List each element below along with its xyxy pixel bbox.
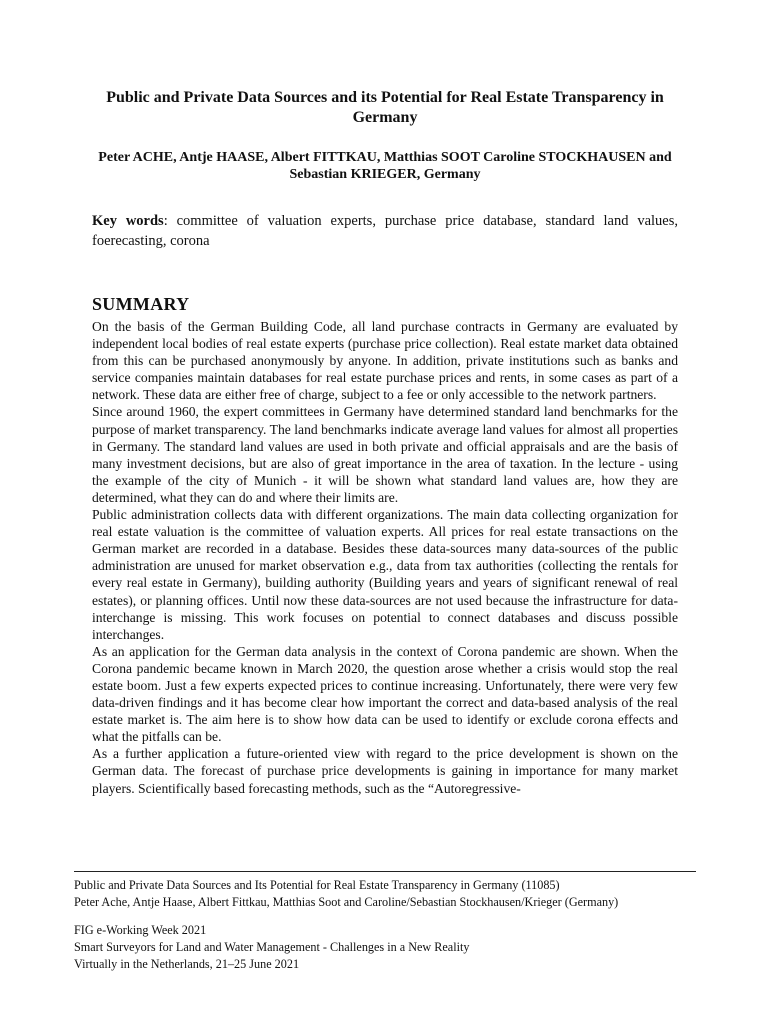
summary-paragraph: Since around 1960, the expert committees in Germany have determined standard land benchmarks for the purpose of market transparency. The land benchmarks indicate average land values for almost all properties in Germany. The standard land values are used in both private and official appraisals and are the basis of many investment decisions, but are also of great importance in the area of taxation. In the lecture - using the example of the city of Munich - it will be shown what standard land values are, how they are determined, what they can do and where their limits are.	[92, 404, 678, 505]
footer-event-location: Virtually in the Netherlands, 21–25 June 2021	[74, 957, 300, 971]
footer-authors: Peter Ache, Antje Haase, Albert Fittkau, Matthias Soot and Caroline/Sebastian Stockhausen/Krieger (Germany)	[74, 895, 619, 909]
footer-event-theme: Smart Surveyors for Land and Water Management - Challenges in a New Reality	[74, 940, 470, 954]
summary-paragraph: On the basis of the German Building Code, all land purchase contracts in Germany are evaluated by independent local bodies of real estate experts (purchase price collection). Real estate market data obtained from this can be purchased anonymously by anyone. In addition, private institutions such as banks and service companies maintain databases for real estate purchase prices and rents, in some cases as part of a network. These data are either free of charge, subject to a fee or only accessible to the network partners.	[92, 319, 678, 403]
footer-event	[74, 922, 696, 973]
keywords-label: Key words	[92, 213, 164, 229]
footer-event-name: FIG e-Working Week 2021	[74, 923, 207, 937]
footer-divider	[74, 871, 696, 872]
keywords-text: : committee of valuation experts, purchase price database, standard land values, foerecasting, corona	[92, 213, 678, 249]
summary-body	[92, 318, 678, 797]
author-list: Peter ACHE, Antje HAASE, Albert FITTKAU, Matthias SOOT Caroline STOCKHAUSEN and Sebastian KRIEGER, Germany	[98, 150, 672, 182]
footer-citation	[74, 877, 696, 911]
summary-heading: SUMMARY	[92, 294, 190, 314]
footer-paper-title: Public and Private Data Sources and Its Potential for Real Estate Transparency in Germany (11085)	[74, 878, 560, 892]
summary-paragraph: As an application for the German data analysis in the context of Corona pandemic are shown. When the Corona pandemic became known in March 2020, the question arose whether a crisis would stop the real estate boom. Just a few experts expected prices to continue increasing. Unfortunately, there were very few data-driven findings and it has become clear how important the correct and data-based analysis of the real estate market is. The aim here is to show how data can be used to identify or exclude corona effects and what the pitfalls can be.	[92, 643, 678, 745]
keywords-line	[92, 211, 678, 251]
summary-paragraph: As a further application a future-oriented view with regard to the price development is shown on the German data. The forecast of purchase price developments is gaining in importance for many market players. Scientifically based forecasting methods, such as the “Autoregressive-	[92, 746, 678, 796]
summary-paragraph: Public administration collects data with different organizations. The main data collecting organization for real estate valuation is the committee of valuation experts. All prices for real estate transactions on the German market are recorded in a database. Besides these data-sources many data-sources of the public administration are unused for market observation e.g., data from tax authorities (collecting the rentals for every real estate in Germany), building authority (Building years and years of significant renewal of real estates), or planning offices. Until now these data-sources are not used because the infrastructure for data-interchange is missing. This work focuses on potential to connect databases and discuss possible interchanges.	[92, 507, 678, 642]
paper-title: Public and Private Data Sources and its Potential for Real Estate Transparency in Germany	[106, 89, 664, 126]
